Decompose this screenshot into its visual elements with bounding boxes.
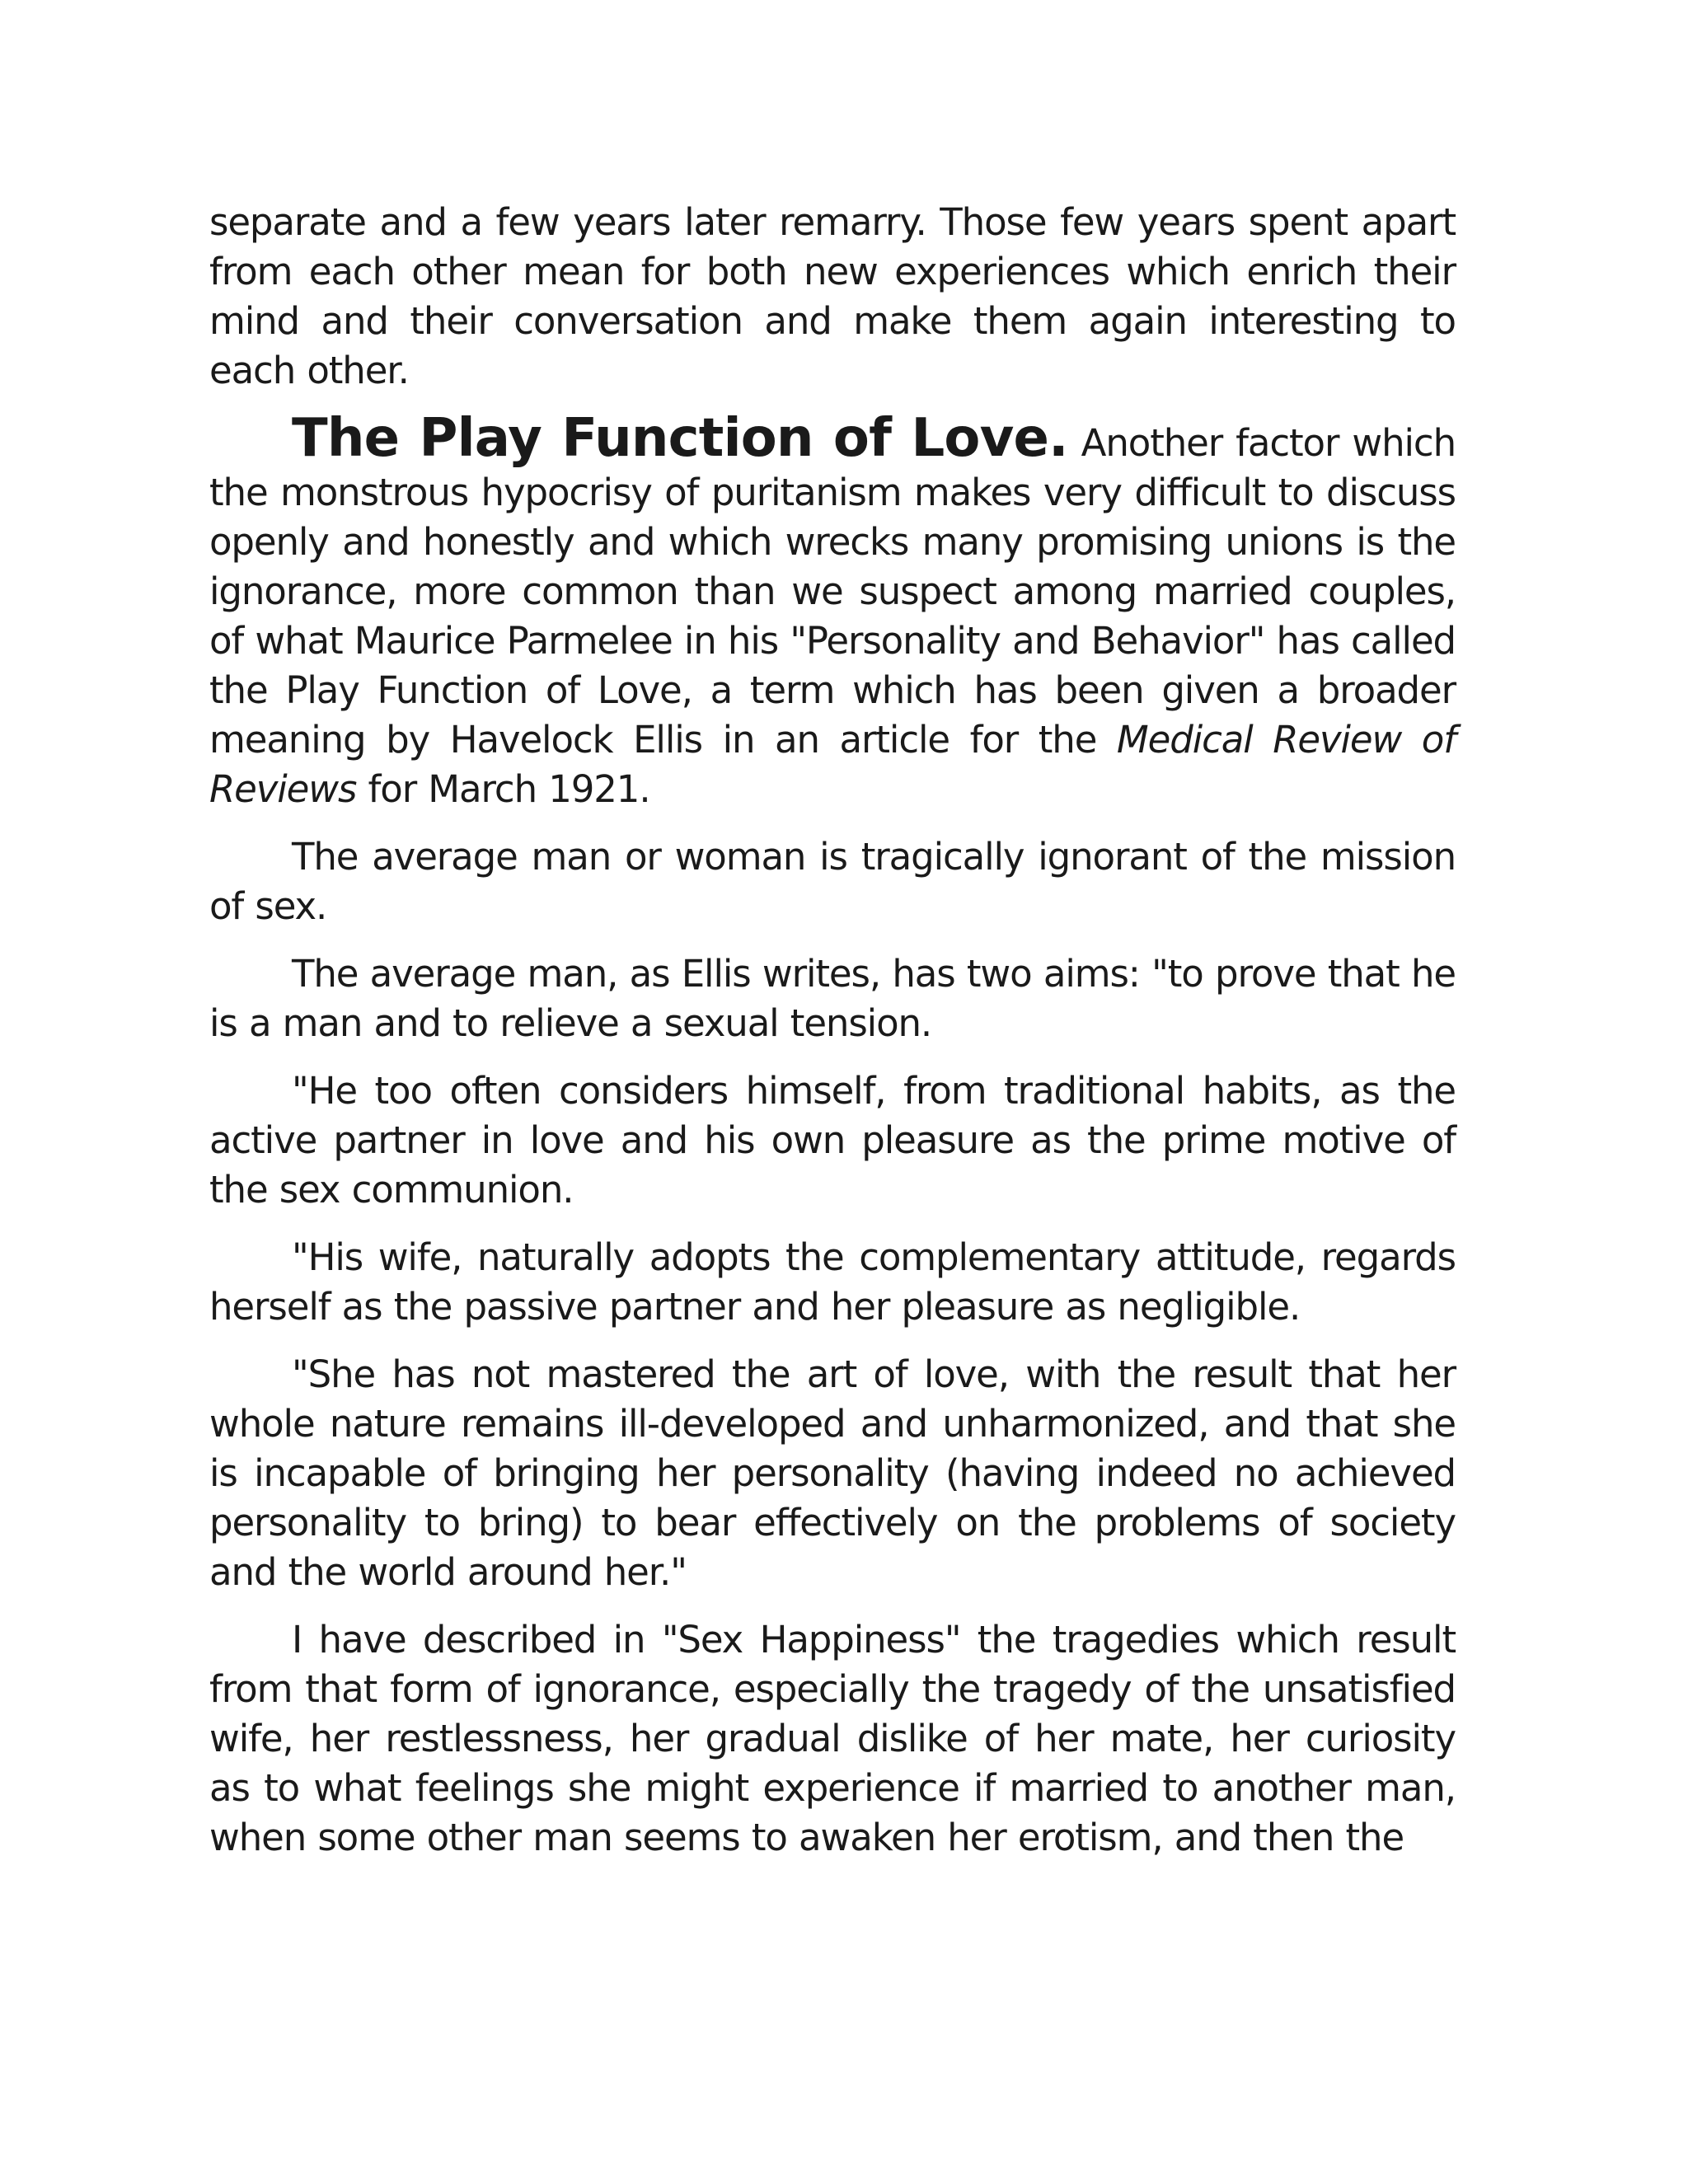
paragraph-text-a: Another factor which the monstrous hypocrisy of puritanism makes very difficult to discuss openly and honestly and which wrecks many promising unions is the ignorance, more common than we suspect among married couples, of what Maurice Parmelee in his "Personality and Behavior" has called the Play Function of Love, a term which has been given a broader meaning by Havelock Ellis in an article for the: [209, 421, 1456, 762]
paragraph-6: "His wife, naturally adopts the complementary attitude, regards herself as the passive partner and her pleasure as negligible.: [209, 1235, 1456, 1329]
paragraph-8: I have described in "Sex Happiness" the tragedies which result from that form of ignorance, especially the tragedy of the unsatisfied wife, her restlessness, her gradual dislike of her mate, her curiosity as to what feelings she might experience if married to another man, when some other man seems to awaken her erotism, and then the: [209, 1618, 1456, 1859]
paragraph-play-function: [209, 408, 1456, 814]
paragraph-7: "She has not mastered the art of love, with the result that her whole nature remains ill-developed and unharmonized, and that she is incapable of bringing her personality (having indeed no achieved personality to bring) to bear effectively on the problems of society and the world around her.": [209, 1352, 1456, 1594]
paragraph-1: separate and a few years later remarry. Those few years spent apart from each other mean for both new experiences which enrich their mind and their conversation and make them again interesting to each other.: [209, 200, 1456, 392]
paragraph-4: The average man, as Ellis writes, has two aims: "to prove that he is a man and to relieve a sexual tension.: [209, 952, 1456, 1045]
document-page: [209, 198, 1456, 1863]
journal-title: Medical Review of Reviews: [209, 718, 1456, 811]
paragraph-3: The average man or woman is tragically ignorant of the mission of sex.: [209, 835, 1456, 928]
paragraph-text-b: for March 1921.: [356, 767, 650, 811]
section-heading: The Play Function of Love.: [292, 408, 1068, 469]
paragraph-5: "He too often considers himself, from traditional habits, as the active partner in love and his own pleasure as the prime motive of the sex communion.: [209, 1069, 1456, 1212]
